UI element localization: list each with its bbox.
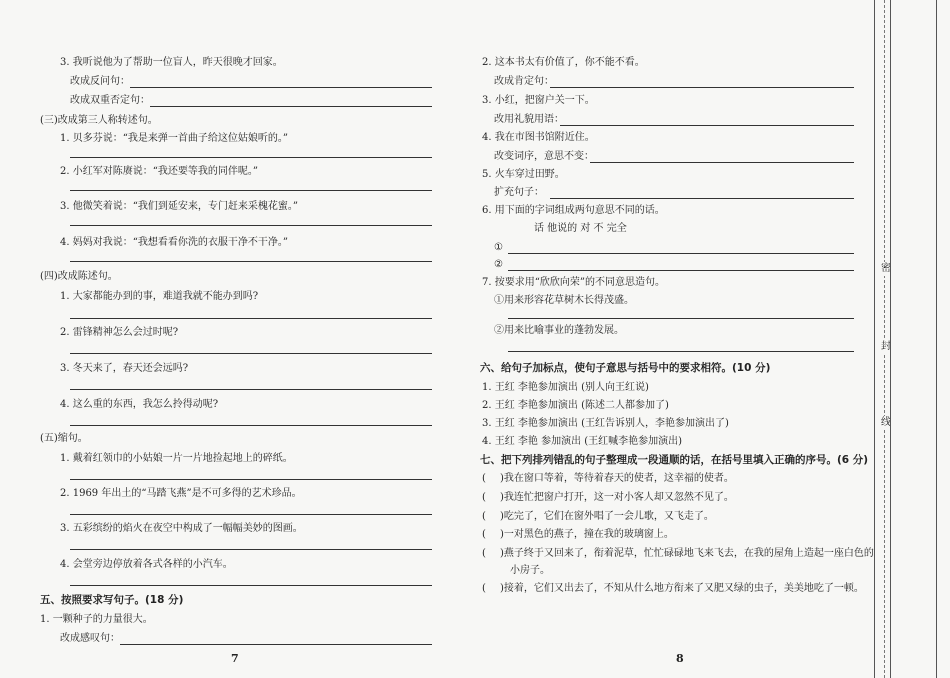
margin-rule bbox=[936, 0, 937, 678]
order-item-text: )燕子终于又回来了，衔着泥草，忙忙碌碌地飞来飞去，在我的屋角上造起一座白色的 bbox=[500, 548, 874, 559]
order-item-text: )一对黑色的燕子，撞在我的玻璃窗上。 bbox=[500, 529, 674, 540]
order-item-text: )吃完了，它们在窗外唱了一会儿歌，又飞走了。 bbox=[500, 511, 714, 522]
answer-line[interactable] bbox=[508, 351, 854, 352]
item-2: 2. 1969 年出土的“马踏飞燕”是不可多得的艺术珍品。 bbox=[60, 488, 302, 499]
order-item-text: )接着，它们又出去了，不知从什么地方衔来了又肥又绿的虫子，美美地吃了一顿。 bbox=[500, 583, 864, 594]
answer-line[interactable] bbox=[70, 261, 432, 262]
order-item[interactable] bbox=[482, 528, 674, 541]
answer-line[interactable] bbox=[120, 644, 432, 645]
section-heading-4: (四)改成陈述句。 bbox=[40, 271, 118, 282]
item-1: 1. 戴着红领巾的小姑娘一片一片地捡起地上的碎纸。 bbox=[60, 453, 293, 464]
answer-line[interactable] bbox=[590, 162, 854, 163]
section-heading-five: 五、按照要求写句子。(18 分) bbox=[40, 594, 184, 606]
seal-label-xian: 线 bbox=[881, 417, 891, 428]
item-3: 3. 小红，把窗户关一下。 bbox=[482, 95, 595, 106]
order-item[interactable] bbox=[482, 491, 734, 504]
section-heading-seven: 七、把下列排列错乱的句子整理成一段通顺的话，在括号里填入正确的序号。(6 分) bbox=[480, 454, 869, 466]
answer-line[interactable] bbox=[508, 253, 854, 254]
prompt-double-negative: 改成双重否定句： bbox=[70, 95, 150, 106]
answer-line[interactable] bbox=[508, 270, 854, 271]
sub-item-2: ②用来比喻事业的蓬勃发展。 bbox=[494, 325, 624, 336]
page-number: 7 bbox=[231, 652, 239, 665]
margin-rule bbox=[890, 0, 891, 678]
open-paren: ( bbox=[482, 473, 486, 484]
order-item-text: )我连忙把窗户打开，这一对小客人却又忽然不见了。 bbox=[500, 492, 734, 503]
seal-margin bbox=[874, 0, 950, 678]
open-paren: ( bbox=[482, 529, 486, 540]
answer-line[interactable] bbox=[70, 157, 432, 158]
item-2: 2. 这本书太有价值了，你不能不看。 bbox=[482, 57, 645, 68]
answer-label-1: ① bbox=[494, 242, 503, 253]
order-item-text: )我在窗口等着，等待着春天的使者，这幸福的使者。 bbox=[500, 473, 734, 484]
item-3: 3. 五彩缤纷的焰火在夜空中构成了一幅幅美妙的图画。 bbox=[60, 523, 303, 534]
answer-line[interactable] bbox=[550, 87, 854, 88]
prompt-exclamatory: 改成感叹句： bbox=[60, 633, 120, 644]
answer-line[interactable] bbox=[70, 318, 432, 319]
answer-line[interactable] bbox=[130, 87, 432, 88]
punct-item-2: 2. 王红 李艳参加演出 (陈述二人都参加了) bbox=[482, 400, 669, 411]
left-page bbox=[0, 0, 462, 678]
order-item[interactable] bbox=[482, 472, 734, 485]
seal-line bbox=[881, 0, 891, 678]
item-1: 1. 贝多芬说：“我是来弹一首曲子给这位姑娘听的。” bbox=[60, 133, 288, 144]
punct-item-1: 1. 王红 李艳参加演出 (别人向王红说) bbox=[482, 382, 649, 393]
answer-line[interactable] bbox=[70, 190, 432, 191]
item-3: 3. 他微笑着说：“我们到延安来，专门赶来采槐花蜜。” bbox=[60, 201, 298, 212]
item-4: 4. 我在市图书馆附近住。 bbox=[482, 132, 595, 143]
prompt-affirmative: 改成肯定句： bbox=[494, 76, 554, 87]
margin-rule bbox=[874, 0, 875, 678]
page-number: 8 bbox=[676, 652, 684, 665]
open-paren: ( bbox=[482, 583, 486, 594]
sub-item-1: ①用来形容花草树木长得茂盛。 bbox=[494, 295, 634, 306]
open-paren: ( bbox=[482, 492, 486, 503]
seal-label-feng: 封 bbox=[881, 341, 891, 352]
item-3: 3. 冬天来了，春天还会远吗? bbox=[60, 363, 189, 374]
answer-line[interactable] bbox=[150, 106, 432, 107]
section-heading-5: (五)缩句。 bbox=[40, 433, 88, 444]
prompt-expand: 扩充句子： bbox=[494, 187, 544, 198]
item-2: 2. 小红军对陈赓说：“我还要等我的同伴呢。” bbox=[60, 166, 258, 177]
answer-line[interactable] bbox=[70, 225, 432, 226]
answer-line[interactable] bbox=[508, 318, 854, 319]
section-heading-3: (三)改成第三人称转述句。 bbox=[40, 115, 158, 126]
order-item-continuation: 小房子。 bbox=[510, 565, 550, 576]
answer-label-2: ② bbox=[494, 259, 503, 270]
right-page bbox=[462, 0, 874, 678]
punct-item-3: 3. 王红 李艳参加演出 (王红告诉别人，李艳参加演出了) bbox=[482, 418, 729, 429]
item-4: 4. 这么重的东西，我怎么拎得动呢? bbox=[60, 399, 219, 410]
order-item[interactable] bbox=[482, 510, 714, 523]
answer-line[interactable] bbox=[560, 125, 854, 126]
section-heading-six: 六、给句子加标点，使句子意思与括号中的要求相符。(10 分) bbox=[480, 362, 771, 374]
item-6: 6. 用下面的字词组成两句意思不同的话。 bbox=[482, 205, 665, 216]
answer-line[interactable] bbox=[70, 479, 432, 480]
answer-line[interactable] bbox=[70, 514, 432, 515]
open-paren: ( bbox=[482, 548, 486, 559]
item-1: 1. 大家都能办到的事，难道我就不能办到吗? bbox=[60, 291, 259, 302]
answer-line[interactable] bbox=[70, 425, 432, 426]
open-paren: ( bbox=[482, 511, 486, 522]
item-1: 1. 一颗种子的力量很大。 bbox=[40, 614, 153, 625]
answer-line[interactable] bbox=[70, 549, 432, 550]
answer-line[interactable] bbox=[70, 585, 432, 586]
item-5: 5. 火车穿过田野。 bbox=[482, 169, 565, 180]
item-2: 2. 雷锋精神怎么会过时呢? bbox=[60, 327, 179, 338]
item-7: 7. 按要求用“欣欣向荣”的不同意思造句。 bbox=[482, 277, 665, 288]
item-4: 4. 妈妈对我说：“我想看看你洗的衣服干净不干净。” bbox=[60, 237, 288, 248]
answer-line[interactable] bbox=[70, 389, 432, 390]
punct-item-4: 4. 王红 李艳 参加演出 (王红喊李艳参加演出) bbox=[482, 436, 683, 447]
prompt-rhetorical: 改成反问句： bbox=[70, 76, 130, 87]
item-3: 3. 我听说他为了帮助一位盲人，昨天很晚才回家。 bbox=[60, 57, 283, 68]
word-bank: 话 他说的 对 不 完全 bbox=[534, 223, 627, 234]
prompt-polite: 改用礼貌用语： bbox=[494, 114, 564, 125]
order-item[interactable] bbox=[482, 547, 874, 560]
prompt-word-order: 改变词序，意思不变： bbox=[494, 151, 594, 162]
order-item[interactable] bbox=[482, 582, 864, 595]
seal-label-mi: 密 bbox=[881, 263, 891, 274]
item-4: 4. 会堂旁边停放着各式各样的小汽车。 bbox=[60, 559, 233, 570]
answer-line[interactable] bbox=[550, 198, 854, 199]
answer-line[interactable] bbox=[70, 353, 432, 354]
